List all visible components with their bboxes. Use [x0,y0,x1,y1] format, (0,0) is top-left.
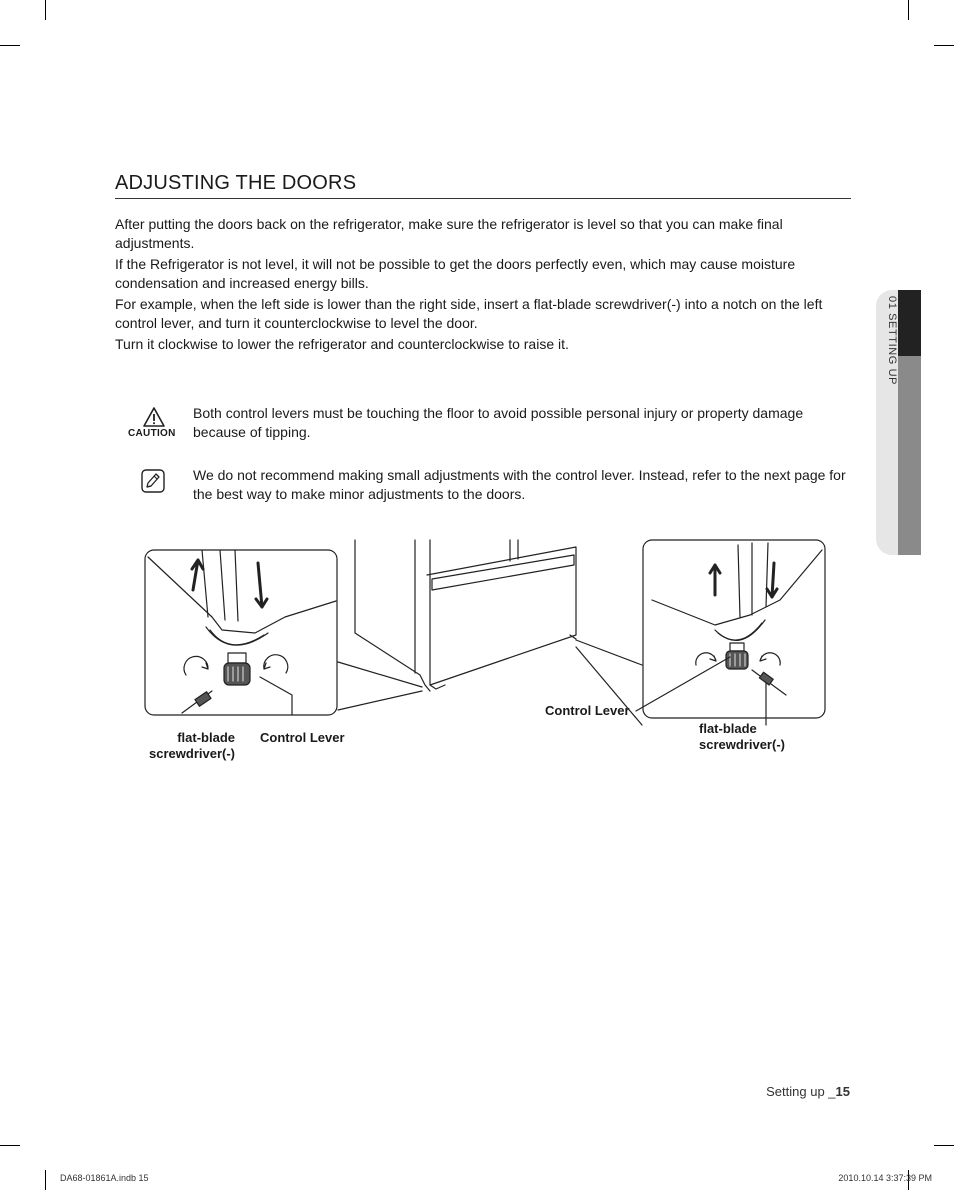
crop-mark [934,1145,954,1146]
caution-text: Both control levers must be touching the floor to avoid possible personal injury or property damage because of tipping. [193,405,804,440]
page-number: 15 [835,1084,850,1099]
section-title: ADJUSTING THE DOORS [115,172,851,199]
body-text [115,215,855,357]
print-file-mark: DA68-01861A.indb 15 [60,1173,149,1183]
side-tab-bar [898,356,921,555]
paragraph: Turn it clockwise to lower the refrigerator and counterclockwise to raise it. [115,336,569,352]
callout-screwdriver-right: flat-blade screwdriver(-) [699,721,785,752]
side-tab-marker [898,290,921,356]
crop-mark [908,0,909,20]
crop-mark [0,1145,20,1146]
note-pencil-icon [140,468,166,494]
paragraph: For example, when the left side is lower than the right side, insert a flat-blade screwdriver(-) into a notch on the left control lever, and turn it counterclockwise to level the door. [115,296,823,331]
side-tab-label: 01 SETTING UP [886,296,898,386]
crop-mark [934,45,954,46]
print-timestamp-mark: 2010.10.14 3:37:39 PM [838,1173,932,1183]
paragraph: If the Refrigerator is not level, it will not be possible to get the doors perfectly even, which may cause moisture condensation and increased energy bills. [115,256,796,291]
paragraph: After putting the doors back on the refrigerator, make sure the refrigerator is level so that you can make final adjustments. [115,216,783,251]
crop-mark [45,1170,46,1190]
caution-triangle-icon [125,405,183,445]
crop-mark [0,45,20,46]
leveling-illustration [140,535,840,775]
caution-label: CAUTION [128,428,176,439]
callout-screwdriver-left: flat-blade screwdriver(-) [149,730,235,761]
crop-mark [45,0,46,20]
callout-control-lever-right: Control Lever [545,703,630,718]
page-footer [766,1084,850,1099]
callout-control-lever-left: Control Lever [260,730,345,745]
note-text: We do not recommend making small adjustments with the control lever. Instead, refer to the next page for the best way to make minor adjustments to the doors. [193,467,846,502]
footer-section: Setting up _ [766,1084,836,1099]
